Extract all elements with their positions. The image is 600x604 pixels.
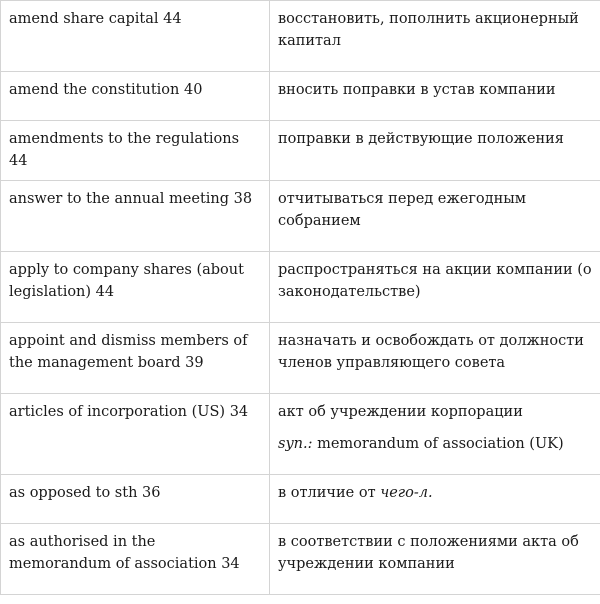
table-row xyxy=(1,121,600,181)
translation-cell: вносить поправки в устав компании xyxy=(270,72,600,121)
table-row xyxy=(1,252,600,323)
term-cell: apply to company shares (about legislation) 44 xyxy=(1,252,270,323)
translation-italic-text: чего-л. xyxy=(380,485,433,501)
translation-cell: отчитываться перед ежегодным собранием xyxy=(270,181,600,252)
translation-cell: в соответствии с положениями акта об учреждении компании xyxy=(270,524,600,595)
term-cell: as opposed to sth 36 xyxy=(1,475,270,524)
translation-cell xyxy=(270,475,600,524)
synonym-label: syn.: xyxy=(278,436,313,452)
translation-text: акт об учреждении корпорации xyxy=(278,404,523,420)
translation-cell: назначать и освобождать от должности членов управляющего совета xyxy=(270,323,600,394)
table-row xyxy=(1,394,600,475)
term-cell: amend the constitution 40 xyxy=(1,72,270,121)
translation-cell: поправки в действующие положения xyxy=(270,121,600,181)
table-row xyxy=(1,524,600,595)
term-cell: amendments to the regulations 44 xyxy=(1,121,270,181)
translation-cell: распространяться на акции компании (о законодательстве) xyxy=(270,252,600,323)
synonym-text: memorandum of association (UK) xyxy=(317,436,564,452)
translation-text: в отличие от xyxy=(278,485,376,501)
term-cell: as authorised in the memorandum of association 34 xyxy=(1,524,270,595)
translation-cell: восстановить, пополнить акционерный капитал xyxy=(270,1,600,72)
table-row xyxy=(1,1,600,72)
table-row xyxy=(1,323,600,394)
term-cell: articles of incorporation (US) 34 xyxy=(1,394,270,475)
term-cell: amend share capital 44 xyxy=(1,1,270,72)
term-cell: answer to the annual meeting 38 xyxy=(1,181,270,252)
table-row xyxy=(1,181,600,252)
translation-cell xyxy=(270,394,600,475)
term-cell: appoint and dismiss members of the management board 39 xyxy=(1,323,270,394)
table-row xyxy=(1,475,600,524)
synonym-line xyxy=(278,433,593,455)
table-row xyxy=(1,72,600,121)
